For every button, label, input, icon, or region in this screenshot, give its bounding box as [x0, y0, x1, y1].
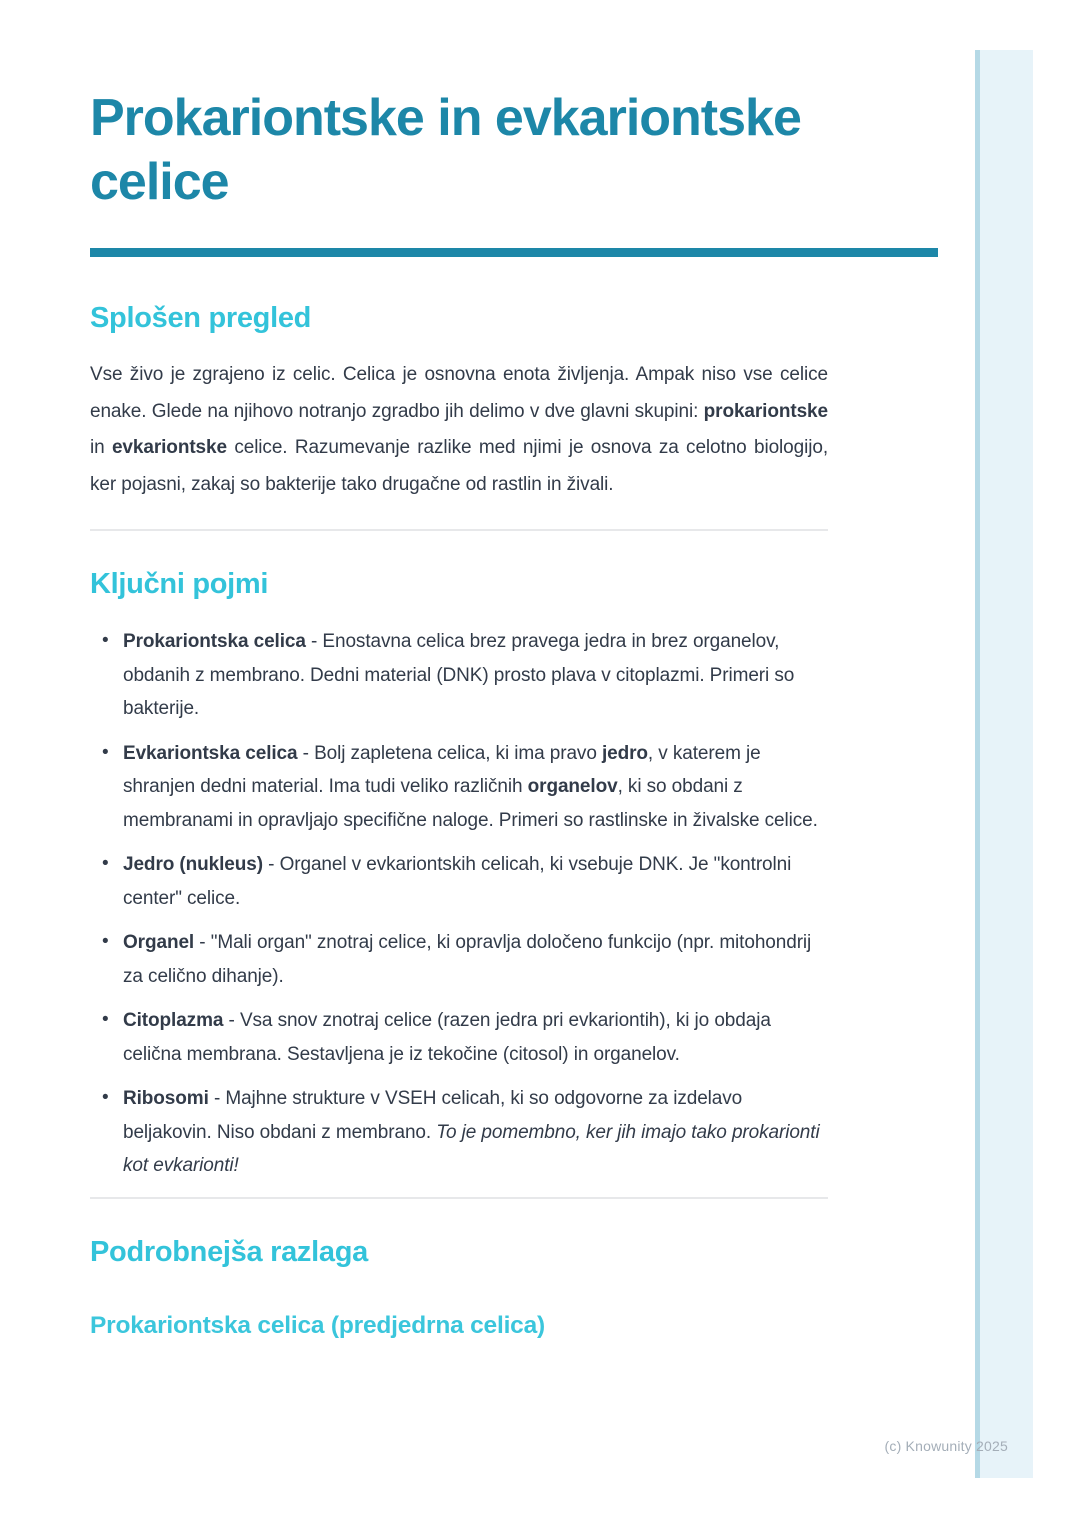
term-item-text: Ribosomi - Majhne strukture v VSEH celicah, ki so odgovorne za izdelavo beljakovin. Niso obdani z membrano. To je pomembno, ker jih imajo tako prokarionti kot evkarionti!	[123, 1088, 820, 1177]
subsection-heading-prokaryotic: Prokariontska celica (predjedrna celica)	[90, 1311, 545, 1339]
bullet-dot-icon: •	[102, 741, 109, 763]
section-divider-2	[90, 1197, 828, 1199]
title-underline-rule	[90, 248, 938, 257]
bullet-dot-icon: •	[102, 1009, 109, 1031]
side-accent-bar	[975, 50, 1033, 1478]
overview-paragraph: Vse živo je zgrajeno iz celic. Celica je osnovna enota življenja. Ampak niso vse celice enake. Glede na njihovo notranjo zgradbo jih delimo v dve glavni skupini: prokariontske in evkariontske celice. Razumevanje razlike med njimi je osnova za celotno biologijo, ker pojasni, zakaj so bakterije tako drugačne od rastlin in živali.	[90, 364, 828, 495]
bullet-dot-icon: •	[102, 630, 109, 652]
term-item-text: Evkariontska celica - Bolj zapletena celica, ki ima pravo jedro, v katerem je shranjen dedni material. Ima tudi veliko različnih organelov, ki so obdani z membranami in opravljajo specifične naloge. Primeri so rastlinske in živalske celice.	[123, 742, 818, 831]
term-item-organelle	[90, 926, 828, 993]
section-heading-detail: Podrobnejša razlaga	[90, 1235, 368, 1268]
document-content	[90, 0, 828, 1341]
bullet-dot-icon: •	[102, 1087, 109, 1109]
section-divider-1	[90, 529, 828, 531]
section-heading-key-terms: Ključni pojmi	[90, 568, 269, 601]
term-item-cytoplasm	[90, 1004, 828, 1071]
key-terms-list	[90, 625, 828, 1183]
bullet-dot-icon: •	[102, 853, 109, 875]
term-item-text: Prokariontska celica - Enostavna celica brez pravega jedra in brez organelov, obdanih z membrano. Dedni material (DNK) prosto plava v citoplazmi. Primeri so bakterije.	[123, 631, 795, 720]
term-item-text: Jedro (nukleus) - Organel v evkariontskih celicah, ki vsebuje DNK. Je "kontrolni center" celice.	[123, 854, 792, 909]
page-title	[90, 86, 990, 214]
term-item-prokaryotic-cell	[90, 625, 828, 726]
term-item-text: Organel - "Mali organ" znotraj celice, ki opravlja določeno funkcijo (npr. mitohondrij za celično dihanje).	[123, 932, 812, 987]
footer-credit: (c) Knowunity 2025	[884, 1438, 1008, 1454]
page-title-line-2: celice	[90, 153, 229, 211]
page-title-line-1: Prokariontske in evkariontske	[90, 89, 801, 147]
term-item-ribosomes	[90, 1082, 828, 1183]
term-item-eukaryotic-cell	[90, 737, 828, 838]
bullet-dot-icon: •	[102, 931, 109, 953]
section-heading-overview: Splošen pregled	[90, 302, 312, 334]
term-item-text: Citoplazma - Vsa snov znotraj celice (razen jedra pri evkariontih), ki jo obdaja celična membrana. Sestavljena je iz tekočine (citosol) in organelov.	[123, 1010, 771, 1065]
term-item-nucleus	[90, 848, 828, 915]
